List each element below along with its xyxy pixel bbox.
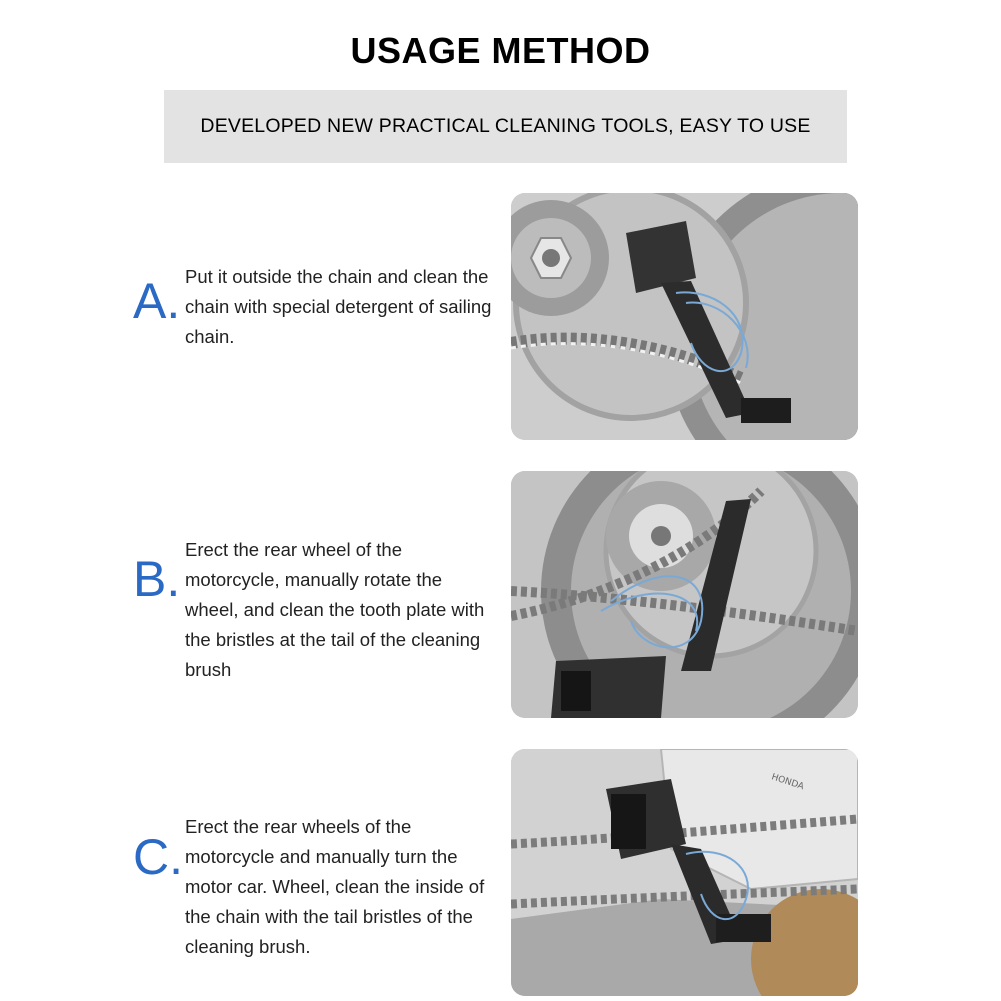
page-title: USAGE METHOD (350, 30, 651, 71)
step-b-letter: B. (133, 551, 181, 607)
step-c-text: Erect the rear wheels of the motorcycle and manually turn the motor car. Wheel, clean the inside of the chain with the tail bristles of the cleaning brush. (185, 816, 485, 957)
step-b-text: Erect the rear wheel of the motorcycle, manually rotate the wheel, and clean the tooth plate with the bristles at the tail of the cleaning brush (185, 539, 485, 680)
step-a-photo (511, 193, 858, 440)
step-a-letter: A. (133, 273, 181, 329)
step-c-photo (511, 749, 858, 996)
brush-on-swingarm-chain-illustration (511, 749, 858, 996)
step-a-text: Put it outside the chain and clean the chain with special detergent of sailing chain. (185, 266, 492, 347)
banner-text: DEVELOPED NEW PRACTICAL CLEANING TOOLS, EASY TO USE (200, 115, 811, 137)
subtitle-banner (164, 90, 847, 163)
brush-on-rear-wheel-chain-illustration (511, 193, 858, 440)
brush-on-sprocket-illustration (511, 471, 858, 718)
step-c-letter: C. (133, 829, 183, 885)
step-b-photo (511, 471, 858, 718)
svg-text:HONDA: HONDA (770, 772, 806, 793)
